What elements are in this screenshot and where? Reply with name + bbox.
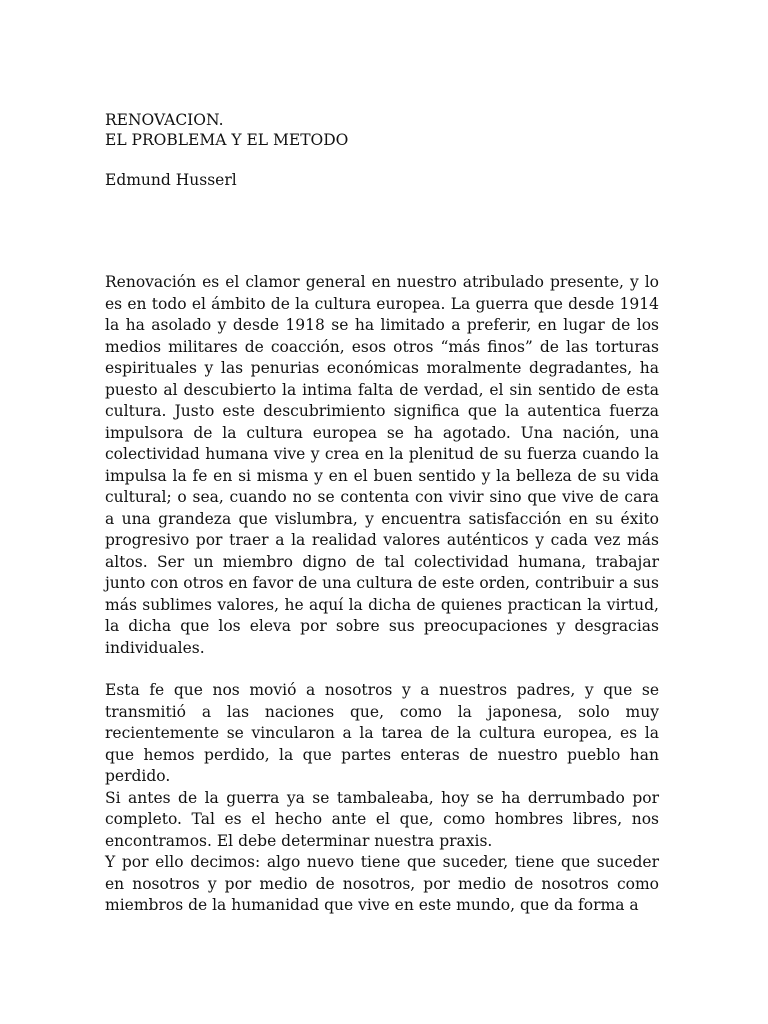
paragraph: Renovación es el clamor general en nuestro atribulado presente, y lo es en todo el ámbito de la cultura europea. La guerra que desde 1914 la ha asolado y desde 1918 se ha limitado a preferir, en lugar de los medios militares de coacción, esos otros “más finos” de las torturas espirituales y las penurias económicas moralmente degradantes, ha puesto al descubierto la intima falta de verdad, el sin sentido de esta cultura. Justo este descubrimiento significa que la autentica fuerza impulsora de la cultura europea se ha agotado. Una nación, una colectividad humana vive y crea en la plenitud de su fuerza cuando la impulsa la fe en si misma y en el buen sentido y la belleza de su vida cultural; o sea, cuando no se contenta con vivir sino que vive de cara a una grandeza que vislumbra, y encuentra satisfacción en su éxito progresivo por traer a la realidad valores auténticos y cada vez más altos. Ser un miembro digno de tal colectividad humana, trabajar junto con otros en favor de una cultura de este orden, contribuir a sus más sublimes valores, he aquí la dicha de quienes practican la virtud, la dicha que los eleva por sobre sus preocupaciones y desgracias individuales. [105,273,659,657]
document-author: Edmund Husserl [105,171,237,189]
paragraph: Y por ello decimos: algo nuevo tiene que suceder, tiene que suceder en nosotros y por medio de nosotros, por medio de nosotros como miembros de la humanidad que vive en este mundo, que da forma a [105,853,659,914]
paragraph: Si antes de la guerra ya se tambaleaba, hoy se ha derrumbado por completo. Tal es el hecho ante el que, como hombres libres, nos encontramos. El debe determinar nuestra praxis. [105,788,659,850]
document-body [105,272,659,917]
document-page [105,110,659,917]
document-title-line-2: EL PROBLEMA Y EL METODO [105,131,349,149]
paragraph: Esta fe que nos movió a nosotros y a nuestros padres, y que se transmitió a las naciones que, como la japonesa, solo muy recientemente se vincularon a la tarea de la cultura europea, es la que hemos perdido, la que partes enteras de nuestro pueblo han perdido. [105,681,659,785]
document-title-line-1: RENOVACION. [105,111,224,129]
